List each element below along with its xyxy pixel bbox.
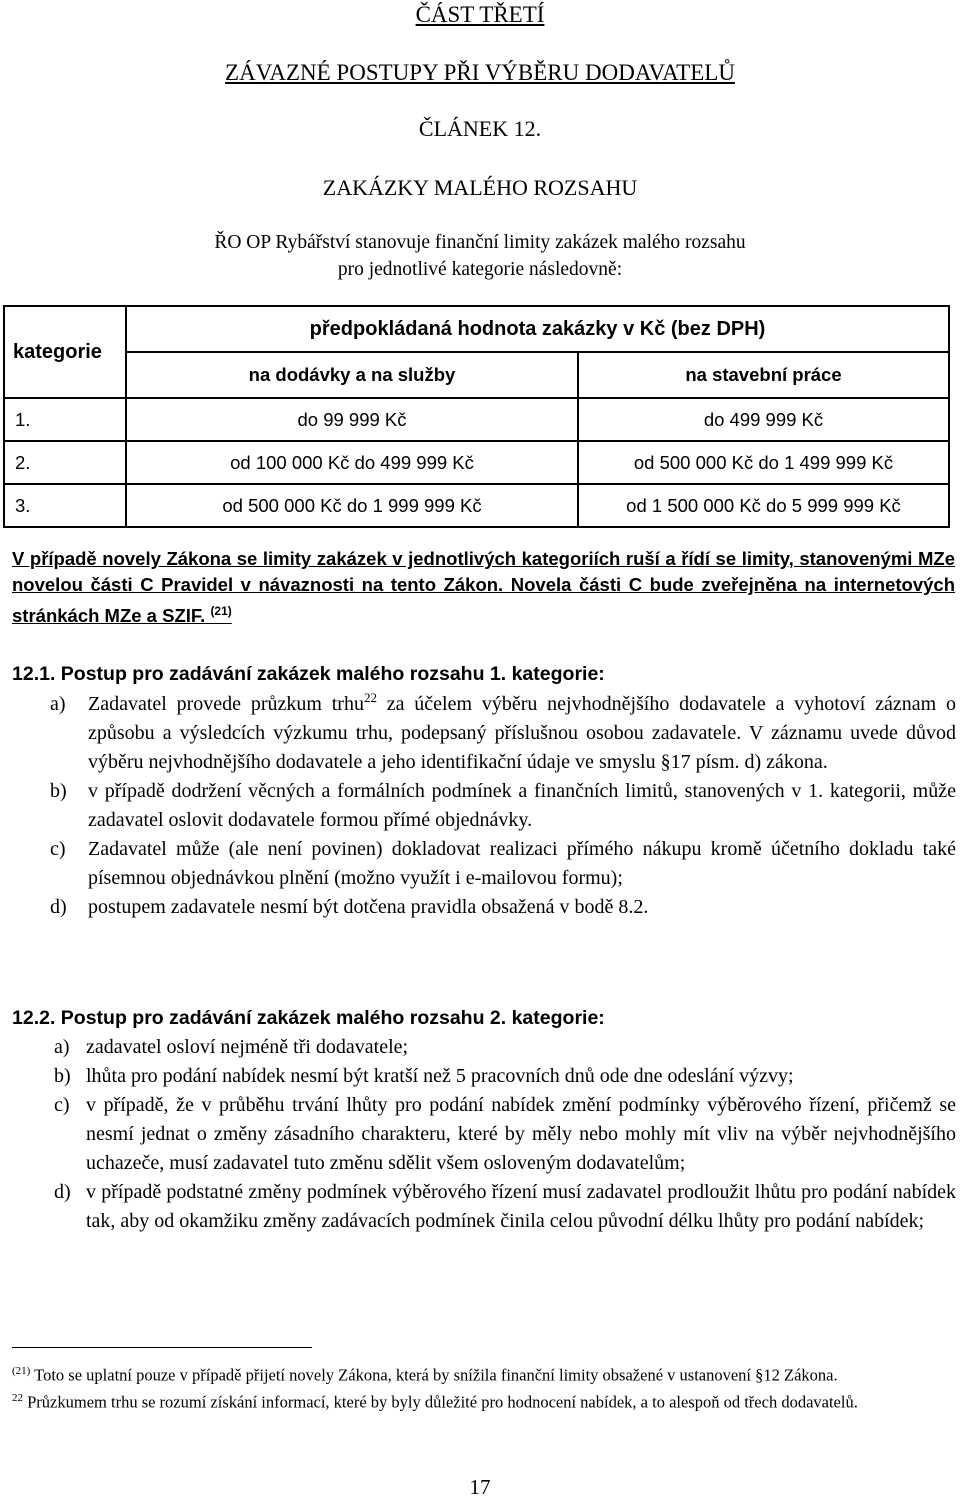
table-header-category: kategorie: [4, 306, 126, 398]
intro-line-2: pro jednotlivé kategorie následovně:: [337, 259, 623, 280]
item-label: c): [54, 1094, 70, 1116]
list-item: [12, 1033, 956, 1062]
category-cell: 3.: [4, 484, 126, 527]
footnote-text: Průzkumem trhu se rozumí získání informací, které by byly důležité pro hodnocení nabídek, a to alespoň od třech dodavatelů.: [27, 1392, 858, 1411]
item-text: Zadavatel provede průzkum trhu: [88, 693, 364, 715]
item-text: lhůta pro podání nabídek nesmí být kratší než 5 pracovních dnů ode dne odeslání výzvy;: [86, 1065, 794, 1087]
item-text: zadavatel osloví nejméně tři dodavatele;: [86, 1036, 409, 1058]
footnote: [12, 1387, 952, 1414]
footnote-mark: (21): [12, 1365, 31, 1377]
table-row: [4, 441, 949, 484]
table-row: [4, 398, 949, 441]
footnotes: [12, 1360, 952, 1413]
footnote: [12, 1360, 952, 1387]
item-label: b): [54, 1065, 71, 1087]
limits-table: [3, 305, 950, 528]
list-item: [12, 1178, 956, 1236]
article-title: ZAKÁZKY MALÉHO ROZSAHU: [322, 175, 638, 200]
item-text: v případě dodržení věcných a formálních podmínek a finančních limitů, stanovených v 1. kategorii, může zadavatel oslovit dodavatele formou přímé objednávky.: [88, 780, 956, 831]
item-label: b): [50, 780, 67, 802]
footnote-ref: 22: [363, 690, 377, 705]
intro-paragraph: [0, 229, 960, 283]
list-item: [12, 1091, 956, 1178]
section-1-title: 12.1. Postup pro zadávání zakázek malého rozsahu 1. kategorie:: [12, 663, 605, 685]
list-item: [12, 893, 956, 922]
notice-text: V případě novely Zákona se limity zakázek v jednotlivých kategoriích ruší a řídí se limity, stanovenými MZe novelou části C Pravidel v návaznosti na tento Zákon. Novela části C bude zveřejněna na internetových stránkách MZe a SZIF.: [12, 548, 955, 627]
supplies-limit-cell: od 500 000 Kč do 1 999 999 Kč: [126, 484, 578, 527]
item-label: d): [54, 1181, 71, 1203]
item-label: a): [50, 693, 66, 715]
supplies-limit-cell: od 100 000 Kč do 499 999 Kč: [126, 441, 578, 484]
list-item: [12, 690, 956, 777]
item-label: a): [54, 1036, 70, 1058]
article-heading: ČLÁNEK 12.: [418, 116, 542, 141]
table-row: [4, 484, 949, 527]
intro-line-1: ŘO OP Rybářství stanovuje finanční limity zakázek malého rozsahu: [214, 232, 746, 253]
item-label: d): [50, 896, 67, 918]
item-label: c): [50, 838, 66, 860]
amendment-notice: [12, 546, 955, 629]
part-title: ZÁVAZNÉ POSTUPY PŘI VÝBĚRU DODAVATELŮ: [225, 60, 735, 85]
list-item: [12, 835, 956, 893]
footnote-divider: [12, 1347, 312, 1348]
table-header-works: na stavební práce: [578, 352, 949, 398]
list-item: [12, 777, 956, 835]
works-limit-cell: od 500 000 Kč do 1 499 999 Kč: [578, 441, 949, 484]
table-header-value: předpokládaná hodnota zakázky v Kč (bez DPH): [126, 306, 949, 352]
part-heading: ČÁST TŘETÍ: [415, 2, 545, 27]
item-text: Zadavatel může (ale není povinen) dokladovat realizaci přímého nákupu kromě účetního dokladu také písemnou objednávkou plnění (možno využít i e-mailovou formu);: [88, 838, 956, 889]
footnote-text: Toto se uplatní pouze v případě přijetí novely Zákona, která by snížila finanční limity obsažené v ustanovení §12 Zákona.: [34, 1365, 838, 1385]
section-2-list: [12, 1033, 956, 1236]
category-cell: 2.: [4, 441, 126, 484]
page-number: 17: [469, 1475, 491, 1499]
footnote-mark: 22: [12, 1391, 23, 1404]
works-limit-cell: od 1 500 000 Kč do 5 999 999 Kč: [578, 484, 949, 527]
item-text-cont: za účelem výběru nejvhodnějšího dodavatele a vyhotoví záznam o způsobu a výsledcích výzkumu trhu, podepsaný příslušnou osobou zadavatele. V záznamu uvede důvod výběru nejvhodnějšího dodavatele a jeho identifikační údaje ve smyslu §17 písm. d) zákona.: [88, 693, 957, 773]
list-item: [12, 1062, 956, 1091]
section-1-list: [12, 690, 956, 922]
works-limit-cell: do 499 999 Kč: [578, 398, 949, 441]
section-2-title: 12.2. Postup pro zadávání zakázek malého rozsahu 2. kategorie:: [12, 1007, 605, 1029]
supplies-limit-cell: do 99 999 Kč: [126, 398, 578, 441]
notice-footnote-ref: (21): [210, 604, 232, 618]
item-text: postupem zadavatele nesmí být dotčena pravidla obsažená v bodě 8.2.: [88, 896, 649, 918]
item-text: v případě podstatné změny podmínek výběrového řízení musí zadavatel prodloužit lhůtu pro podání nabídek tak, aby od okamžiku změny zadávacích podmínek činila celou původní délku lhůty pro podání nabídek;: [86, 1181, 956, 1232]
item-text: v případě, že v průběhu trvání lhůty pro podání nabídek změní podmínky výběrového řízení, přičemž se nesmí jednat o změny zásadního charakteru, které by měly nebo mohly mít vliv na výběr nejvhodnějšího uchazeče, musí zadavatel tuto změnu sdělit všem osloveným dodavatelům;: [86, 1094, 956, 1174]
category-cell: 1.: [4, 398, 126, 441]
table-header-supplies: na dodávky a na služby: [126, 352, 578, 398]
